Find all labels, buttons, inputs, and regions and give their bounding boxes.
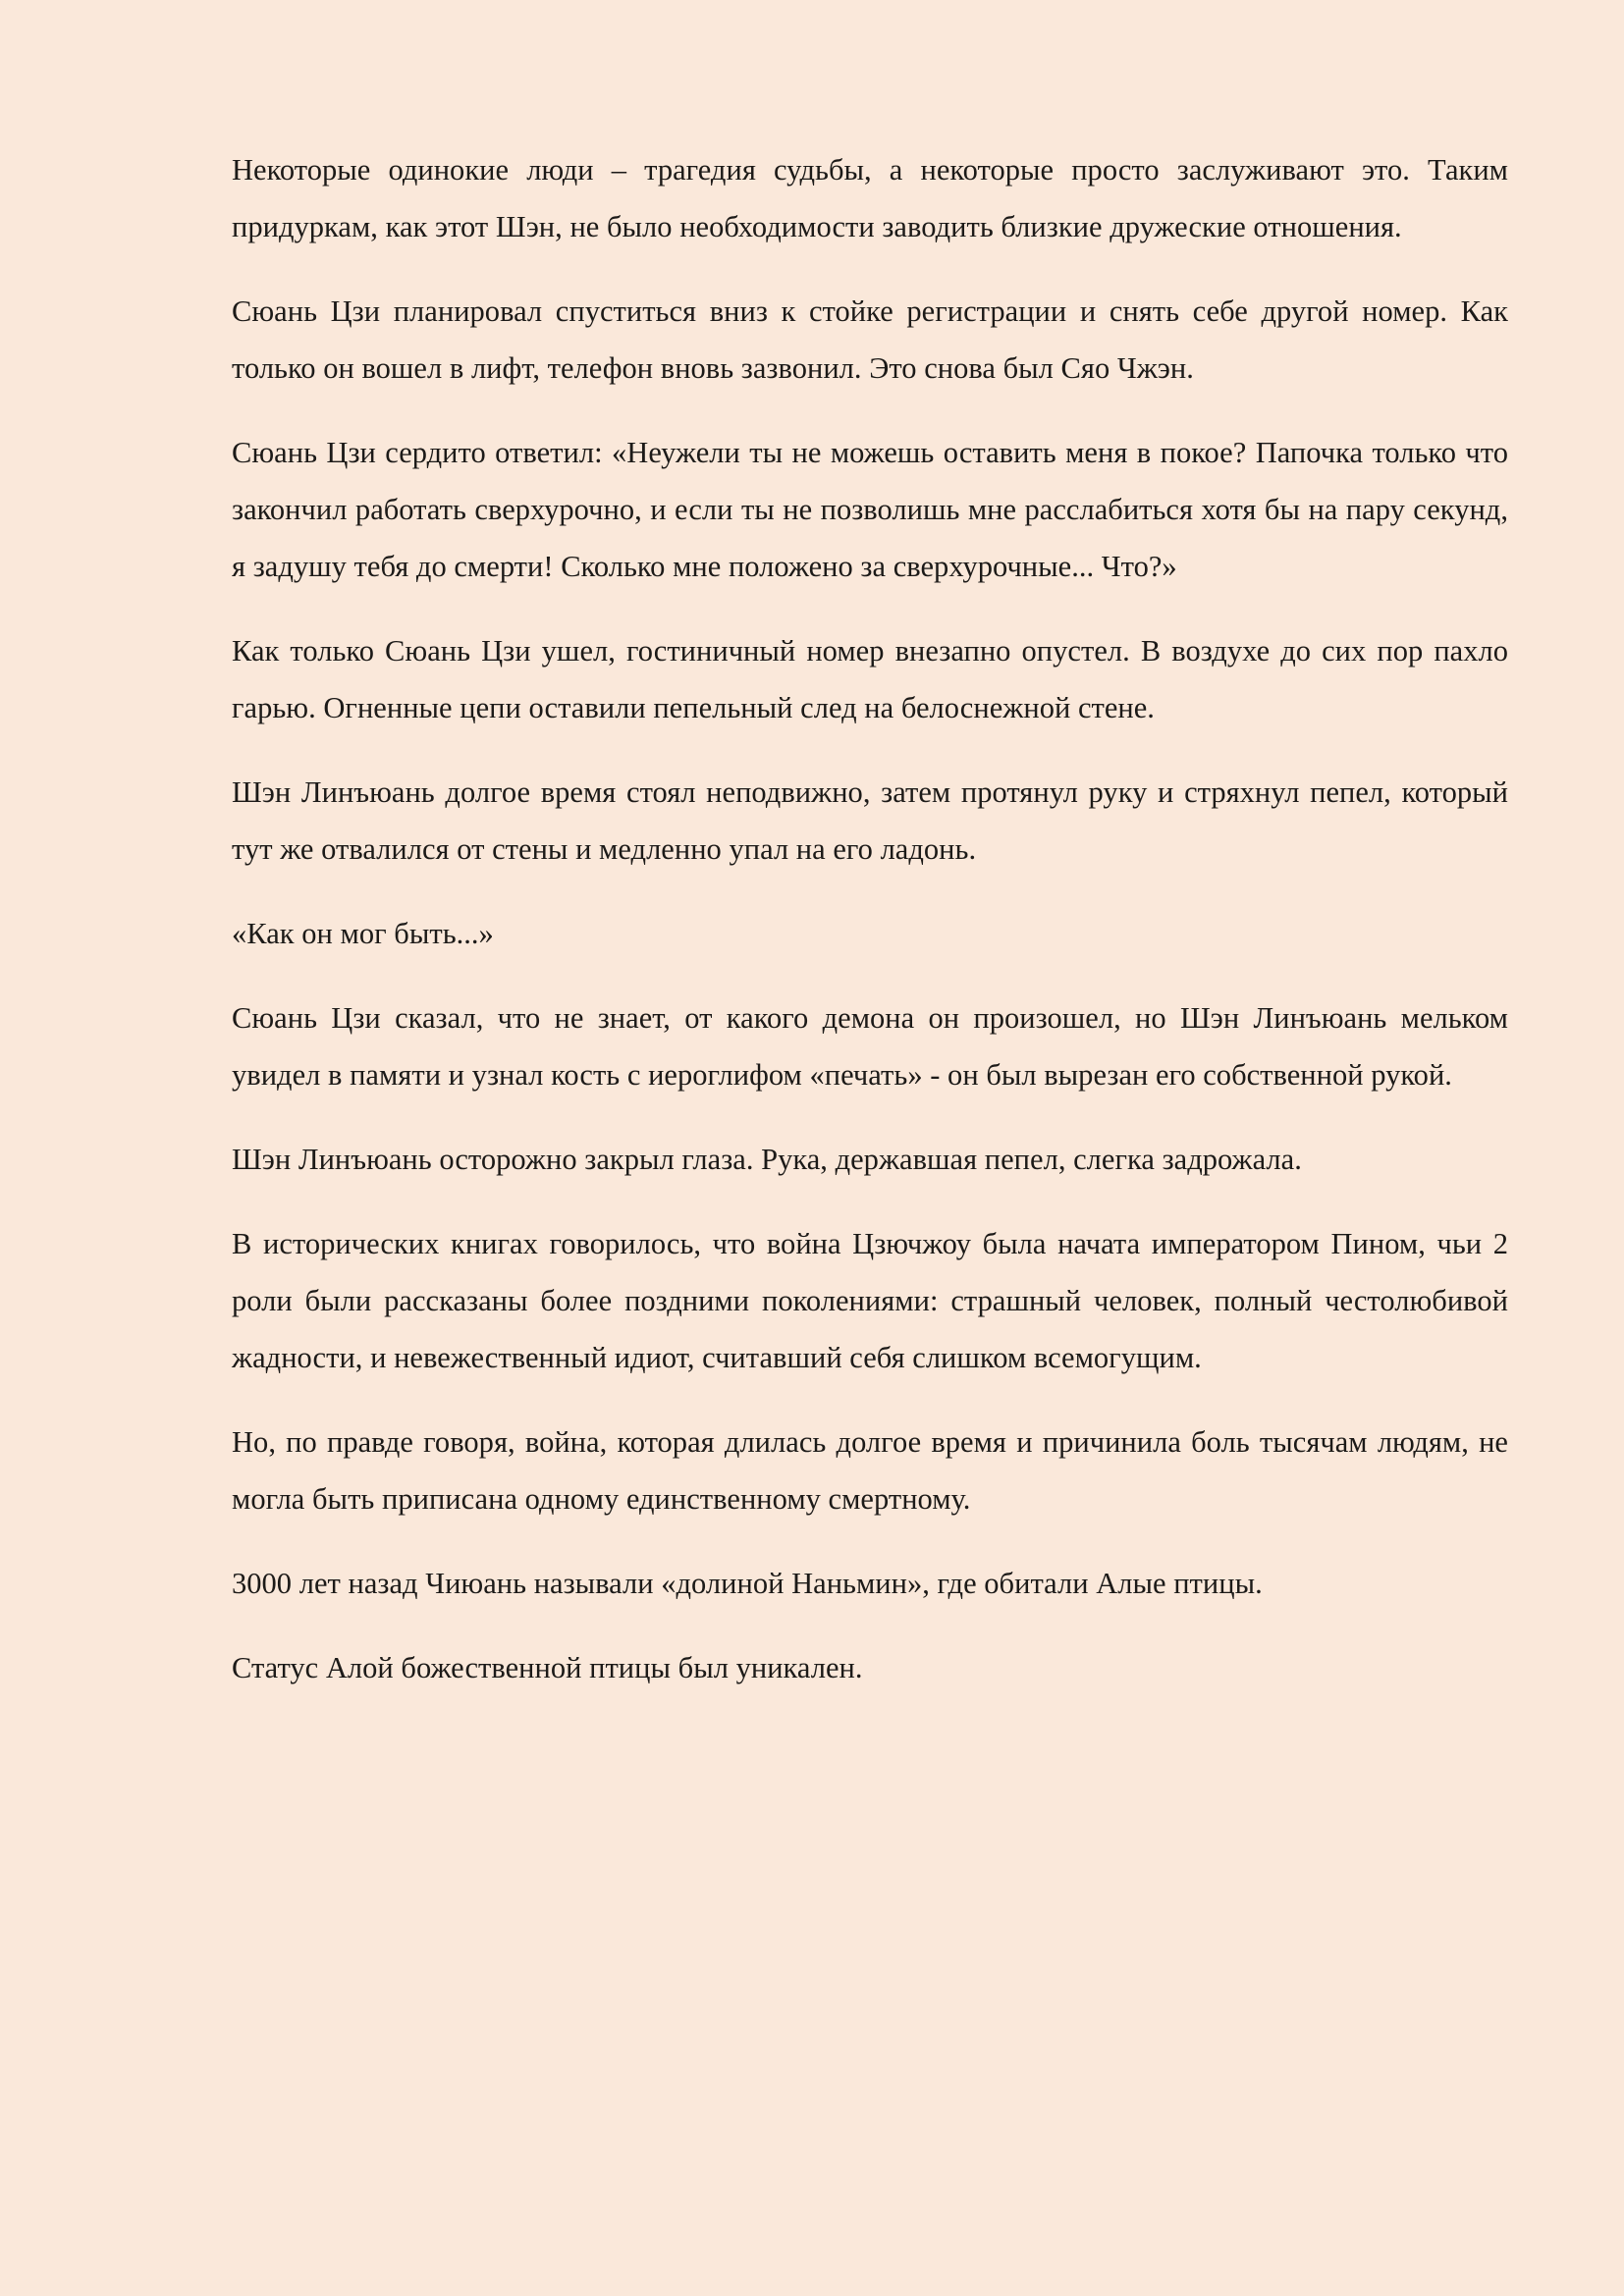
paragraph: Шэн Линъюань осторожно закрыл глаза. Рука, державшая пепел, слегка задрожала. <box>232 1143 1302 1176</box>
paragraph: Сюань Цзи сказал, что не знает, от какого демона он произошел, но Шэн Линъюань мельком увидел в памяти и узнал кость с иероглифом «печать» - он был вырезан его собственной рукой. <box>232 1001 1508 1092</box>
paragraph: «Как он мог быть...» <box>232 917 494 950</box>
document-text-column <box>232 141 1508 1696</box>
paragraph: Статус Алой божественной птицы был уникален. <box>232 1651 863 1684</box>
paragraph: Некоторые одинокие люди – трагедия судьбы, а некоторые просто заслуживают это. Таким придуркам, как этот Шэн, не было необходимости заводить близкие дружеские отношения. <box>232 153 1508 243</box>
paragraph: В исторических книгах говорилось, что война Цзючжоу была начата императором Пином, чьи 2 роли были рассказаны более поздними поколениями: страшный человек, полный честолюбивой жадности, и невежественный идиот, считавший себя слишком всемогущим. <box>232 1227 1508 1374</box>
paragraph: 3000 лет назад Чиюань называли «долиной Наньмин», где обитали Алые птицы. <box>232 1567 1263 1600</box>
paragraph: Сюань Цзи планировал спуститься вниз к стойке регистрации и снять себе другой номер. Как только он вошел в лифт, телефон вновь зазвонил. Это снова был Сяо Чжэн. <box>232 294 1508 385</box>
paragraph: Шэн Линъюань долгое время стоял неподвижно, затем протянул руку и стряхнул пепел, который тут же отвалился от стены и медленно упал на его ладонь. <box>232 775 1508 866</box>
paragraph: Как только Сюань Цзи ушел, гостиничный номер внезапно опустел. В воздухе до сих пор пахло гарью. Огненные цепи оставили пепельный след на белоснежной стене. <box>232 634 1508 724</box>
paragraph: Сюань Цзи сердито ответил: «Неужели ты не можешь оставить меня в покое? Папочка только что закончил работать сверхурочно, и если ты не позволишь мне расслабиться хотя бы на пару секунд, я задушу тебя до смерти! Сколько мне положено за сверхурочные... Что?» <box>232 436 1508 583</box>
paragraph: Но, по правде говоря, война, которая длилась долгое время и причинила боль тысячам людям, не могла быть приписана одному единственному смертному. <box>232 1425 1508 1516</box>
